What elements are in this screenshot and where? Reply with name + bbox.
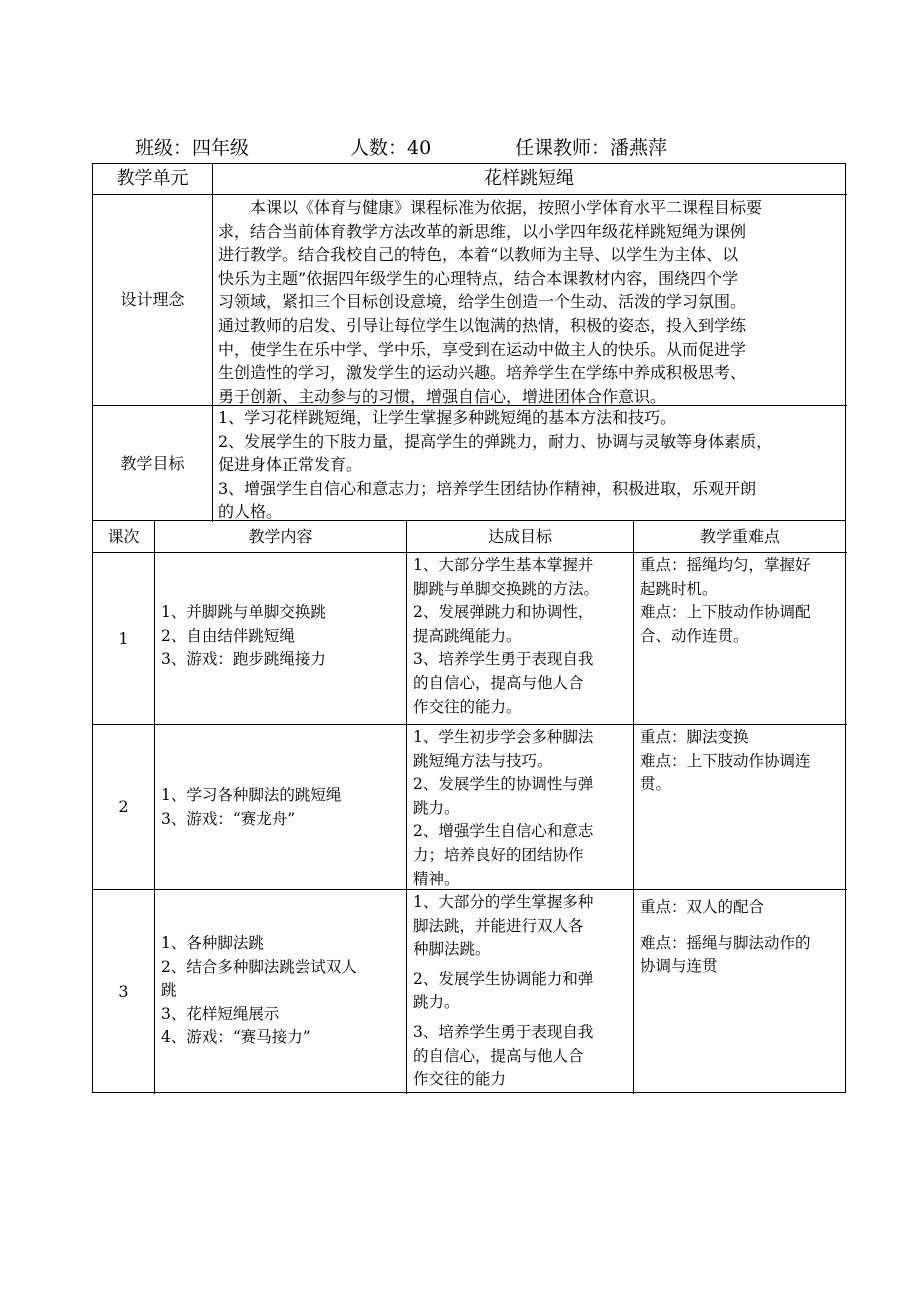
header-objectives: 达成目标	[487, 526, 552, 546]
objective-line: 种脚法跳。	[413, 940, 491, 959]
lesson-2-content	[155, 784, 406, 831]
goal-line: 的人格。	[218, 502, 283, 522]
objective-line: 2、发展学生协调能力和弹	[413, 969, 594, 988]
key-point-line: 重点：双人的配合	[640, 898, 765, 916]
concept-line: 习领域，紧扣三个目标创设意境，给学生创造一个生动、活泼的学习氛围。	[218, 292, 747, 312]
objective-line: 2、发展弹跳力和协调性，	[413, 603, 594, 622]
content-line: 1、各种脚法跳	[161, 934, 264, 952]
objective-line: 1、大部分的学生掌握多种	[413, 893, 594, 911]
objective-line: 3、培养学生勇于表现自我	[413, 650, 594, 669]
teaching-goals-label: 教学目标	[120, 453, 185, 473]
design-concept-text	[218, 196, 846, 404]
content-line: 跳	[161, 981, 177, 1000]
lesson-2-number: 2	[118, 797, 129, 817]
concept-line: 求，结合当前体育教学方法改革的新思维，以小学四年级花样跳短绳为课例	[218, 221, 747, 241]
goal-line: 3、增强学生自信心和意志力；培养学生团结协作精神，积极进取，乐观开朗	[218, 478, 757, 498]
goal-line: 2、发展学生的下肢力量，提高学生的弹跳力，耐力、协调与灵敏等身体素质，	[218, 431, 773, 451]
key-point-line: 重点：摇绳均匀，掌握好	[640, 556, 811, 574]
header-content: 教学内容	[248, 526, 313, 546]
objective-line: 的自信心，提高与他人合	[413, 673, 584, 692]
objective-line: 1、大部分学生基本掌握并	[413, 556, 594, 574]
header-key-points: 教学重难点	[699, 526, 780, 546]
content-line: 3、游戏：“赛龙舟”	[161, 809, 296, 828]
content-line: 1、学习各种脚法的跳短绳	[161, 786, 342, 804]
objective-line: 作交往的能力	[413, 1070, 507, 1089]
class-label: 班级：四年级	[135, 137, 250, 159]
objective-line: 2、增强学生自信心和意志	[413, 822, 594, 841]
key-point-line: 贯。	[640, 775, 672, 794]
key-point-line: 难点：上下肢动作协调配	[640, 603, 811, 622]
content-line: 4、游戏：“赛马接力”	[161, 1028, 311, 1047]
lesson-plan-overview-table	[92, 163, 846, 521]
lesson-3-objectives	[407, 891, 633, 1092]
objective-line: 脚跳与单脚交换跳的方法。	[413, 579, 600, 598]
key-point-line: 协调与连贯	[640, 957, 718, 976]
student-count-label: 人数：40	[350, 137, 432, 159]
unit-value: 花样跳短绳	[484, 168, 574, 190]
design-concept-label: 设计理念	[120, 290, 185, 310]
objective-line: 提高跳绳能力。	[413, 626, 522, 645]
header-lesson-number: 课次	[107, 526, 140, 546]
concept-line: 生创造性的学习，激发学生的运动兴趣。培养学生在学练中养成积极思考、	[218, 363, 747, 383]
concept-line: 中，使学生在乐中学、学中乐，享受到在运动中做主人的快乐。从而促进学	[218, 339, 747, 359]
key-point-line: 难点：摇绳与脚法动作的	[640, 933, 811, 952]
lesson-1-content	[155, 601, 406, 672]
objective-line: 力；培养良好的团结协作	[413, 845, 584, 864]
lesson-2-objectives	[407, 726, 633, 891]
concept-line: 勇于创新、主动参与的习惯，增强自信心，增进团体合作意识。	[218, 386, 667, 406]
content-line: 1、并脚跳与单脚交换跳	[161, 603, 326, 621]
lesson-schedule-table	[92, 520, 846, 1093]
objective-line: 2、发展学生的协调性与弹	[413, 775, 594, 794]
concept-line: 本课以《体育与健康》课程标准为依据，按照小学体育水平二课程目标要	[218, 198, 763, 217]
goal-line: 促进身体正常发育。	[218, 455, 363, 475]
unit-label: 教学单元	[116, 168, 189, 190]
goal-line: 1、学习花样跳短绳，让学生掌握多种跳短绳的基本方法和技巧。	[218, 408, 677, 427]
objective-line: 作交往的能力。	[413, 697, 522, 716]
lesson-3-content	[155, 932, 406, 1050]
teacher-label: 任课教师：潘燕萍	[515, 137, 668, 159]
lesson-3-key-points	[634, 896, 846, 979]
objective-line: 精神。	[413, 869, 460, 888]
key-point-line: 合、动作连贯。	[640, 626, 749, 645]
lesson-1-number: 1	[118, 628, 129, 648]
objective-line: 1、学生初步学会多种脚法	[413, 728, 594, 746]
objective-line: 跳短绳方法与技巧。	[413, 751, 553, 770]
content-line: 2、结合多种脚法跳尝试双人	[161, 957, 357, 976]
lesson-1-objectives	[407, 554, 633, 719]
key-point-line: 起跳时机。	[640, 579, 718, 598]
objective-line: 跳力。	[413, 993, 460, 1012]
content-line: 3、花样短绳展示	[161, 1004, 280, 1023]
objective-line: 跳力。	[413, 798, 460, 817]
concept-line: 快乐为主题”依据四年级学生的心理特点，结合本课教材内容，围绕四个学	[218, 268, 739, 288]
content-line: 2、自由结伴跳短绳	[161, 626, 295, 645]
objective-line: 脚法跳，并能进行双人各	[413, 916, 584, 935]
lesson-3-number: 3	[118, 981, 129, 1001]
objective-line: 3、培养学生勇于表现自我	[413, 1022, 594, 1041]
concept-line: 通过教师的启发、引导让每位学生以饱满的热情，积极的姿态，投入到学练	[218, 315, 747, 335]
concept-line: 进行教学。结合我校自己的特色，本着“以教师为主导、以学生为主体、以	[218, 245, 739, 265]
objective-line: 的自信心，提高与他人合	[413, 1046, 584, 1065]
content-line: 3、游戏：跑步跳绳接力	[161, 650, 326, 669]
lesson-1-key-points	[634, 554, 846, 648]
lesson-2-key-points	[634, 726, 846, 797]
teaching-goals-text	[218, 406, 846, 521]
key-point-line: 难点：上下肢动作协调连	[640, 751, 811, 770]
key-point-line: 重点：脚法变换	[640, 728, 749, 746]
page-header	[0, 133, 920, 163]
